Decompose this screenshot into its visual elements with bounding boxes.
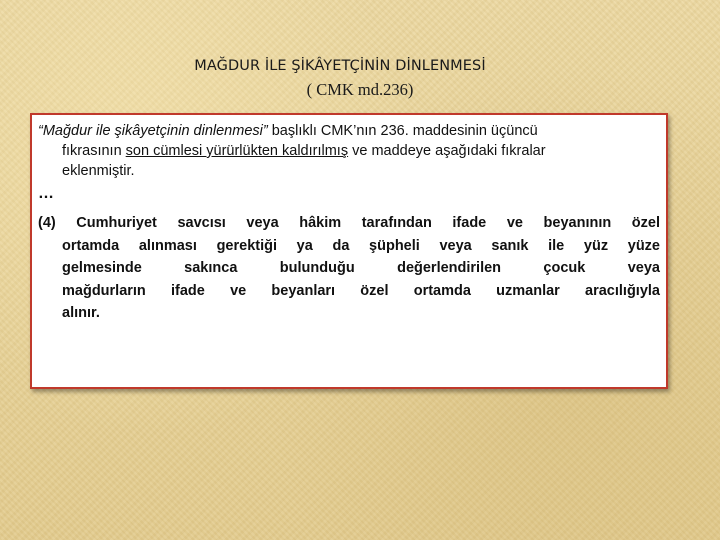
ellipsis-marker: … <box>38 185 55 202</box>
intro-line-2-pre: fıkrasının <box>62 143 126 159</box>
paragraph-4-line-3: gelmesinde sakınca bulunduğu değerlendirilen çocuk veya <box>62 260 660 276</box>
paragraph-4 <box>38 212 660 325</box>
intro-line-2 <box>38 141 660 161</box>
paragraph-4-line-2: ortamda alınması gerektiği ya da şüpheli veya sanık ile yüz yüze <box>62 237 660 254</box>
paragraph-4-line-5: alınır. <box>62 305 100 321</box>
title-heading: MAĞDUR İLE ŞİKÂYETÇİNİN DİNLENMESİ <box>194 58 486 74</box>
intro-paragraph <box>38 121 660 181</box>
repealed-sentence-text: son cümlesi yürürlükten kaldırılmış <box>125 143 349 159</box>
article-title-quote: “Mağdur ile şikâyetçinin dinlenmesi” <box>38 123 268 139</box>
slide-title <box>0 58 720 100</box>
content-box <box>30 113 668 389</box>
intro-line-3: eklenmiştir. <box>62 163 135 179</box>
intro-line-1-rest: başlıklı CMK’nın 236. maddesinin üçüncü <box>267 123 538 139</box>
intro-line-1 <box>38 121 660 141</box>
paragraph-4-line-1: (4) Cumhuriyet savcısı veya hâkim tarafından ifade ve beyanının özel <box>38 215 660 231</box>
title-subheading: ( CMK md.236) <box>306 80 414 99</box>
intro-line-2-post: ve maddeye aşağıdaki fıkralar <box>348 143 546 159</box>
paragraph-4-line-4: mağdurların ifade ve beyanları özel ortamda uzmanlar aracılığıyla <box>62 282 660 299</box>
